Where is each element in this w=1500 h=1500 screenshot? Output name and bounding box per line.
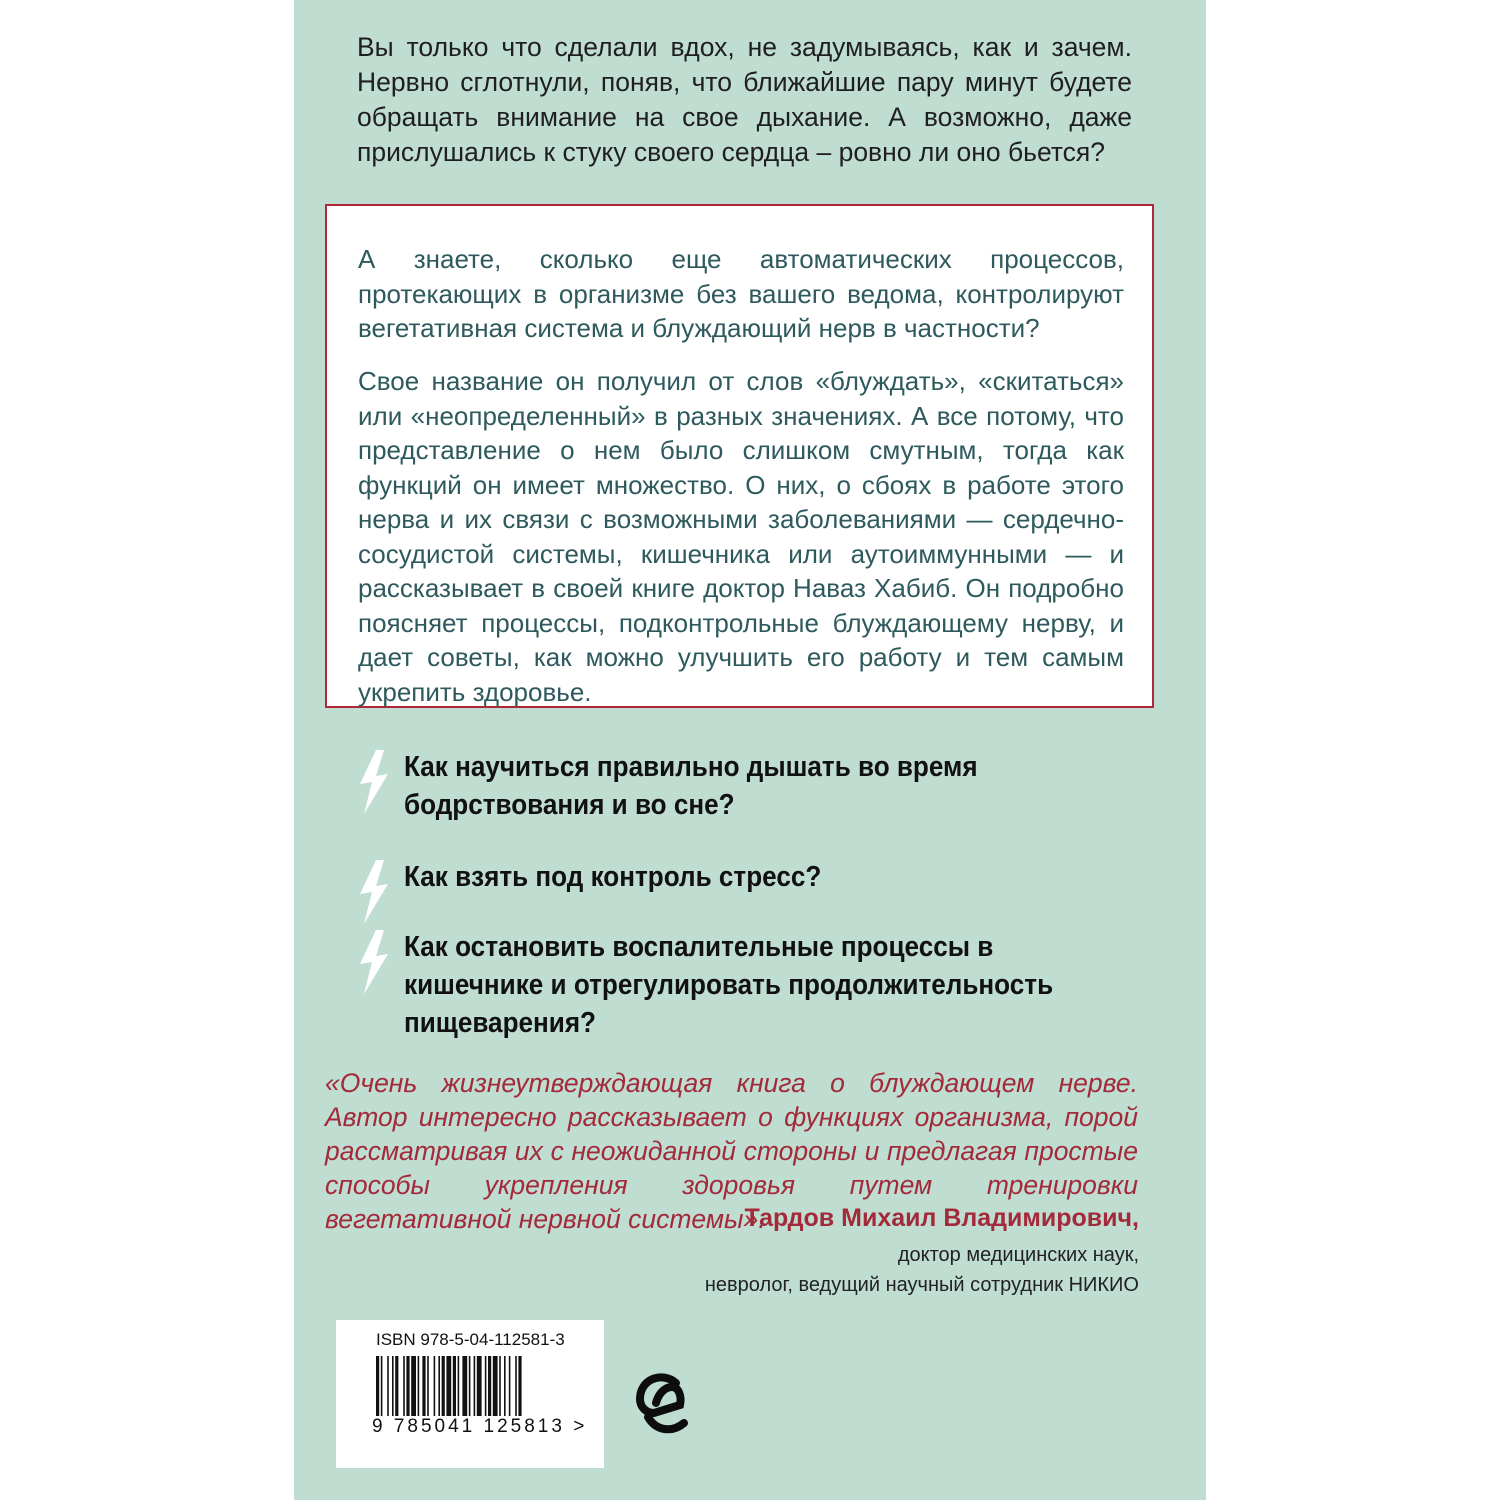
question-text-1: Как научиться правильно дышать во время бодрствования и во сне? [404,751,978,821]
review-author: Тардов Михаил Владимирович, [744,1204,1139,1232]
isbn-digits: 9 785041 125813 > [372,1416,588,1437]
description-paragraph-2: Свое название он получил от слов «блуждать», «скитаться» или «неопределенный» в разных значениях. А все потому, что представление о нем было слишком смутным, тогда как функций он имеет множество. О них, о сбоях в работе этого нерва и их связи с возможными заболеваниями — сердечно-сосудистой системы, кишечника или аутоиммунными — и рассказывает в своей книге доктор Наваз Хабиб. Он подробно поясняет процессы, подконтрольные блуждающему нерву, и дает советы, как можно улучшить его работу и тем самым укрепить здоровье. [358,366,1124,707]
lightning-icon [354,930,394,994]
description-box [325,204,1154,708]
question-text-2: Как взять под контроль стресс? [404,861,822,893]
review-quote: «Очень жизнеутверждающая книга о блуждающем нерве. Автор интересно рассказывает о функциях организма, порой рассматривая их с неожиданной стороны и предлагая простые способы укрепления здоровья путем тренировки вегетативной нервной системы». [325,1068,1138,1234]
lightning-icon [354,750,394,814]
review-author-credential-1: доктор медицинских наук, [897,1244,1139,1266]
question-text-3: Как остановить воспалительные процессы в кишечнике и отрегулировать продолжительность пищеварения? [404,931,1054,1039]
review-author-credential-2: невролог, ведущий научный сотрудник НИКИО [704,1274,1139,1296]
isbn-label: ISBN 978-5-04-112581-3 [376,1330,565,1349]
book-back-cover [294,0,1206,1500]
publisher-logo-icon [632,1365,692,1445]
description-paragraph-1: А знаете, сколько еще автоматических процессов, протекающих в организме без вашего ведома, контролируют вегетативная система и блуждающий нерв в частности? [358,244,1124,343]
lightning-icon [354,860,394,924]
isbn-barcode-panel [336,1320,604,1468]
intro-paragraph: Вы только что сделали вдох, не задумываясь, как и зачем. Нервно сглотнули, поняв, что ближайшие пару минут будете обращать внимание на свое дыхание. А возможно, даже прислушались к стуку своего сердца – ровно ли оно бьется? [357,32,1132,167]
